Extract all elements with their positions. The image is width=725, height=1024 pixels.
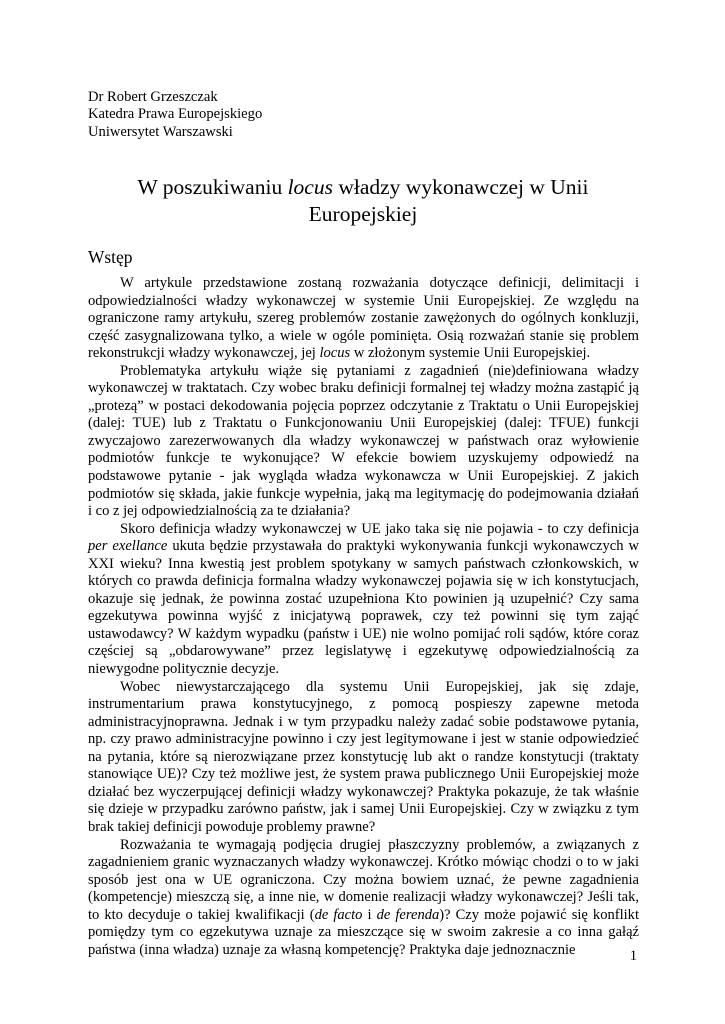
paragraph-2: Problematyka artykułu wiąże się pytaniami z zagadnień (nie)definiowana władzy wykonawczej w traktatach. Czy wobec braku definicji formalnej tej władzy można zastąpić ją „protezą” w postaci dekodowania pojęcia poprzez odczytanie z Traktatu o Unii Europejskiej (dalej: TUE) lub z Traktatu o Funkcjonowaniu Unii Europejskiej (dalej: TFUE) funkcji zwyczajowo zarezerwowanych dla władzy wykonawczej w państwach oraz wyłowienie podmiotów funkcje te wykonujące? W efekcie bowiem uzyskujemy odpowiedź na podstawowe pytanie - jak wygląda władza wykonawcza w Unii Europejskiej. Z jakich podmiotów się składa, jakie funkcje wypełnia, jaką ma legitymację do podejmowania działań i co z jej odpowiedzialnością za te działania?: [88, 362, 639, 520]
paragraph-5-italic-1: de facto: [314, 906, 363, 923]
title-italic-locus: locus: [287, 175, 333, 199]
paragraph-3-italic: per exellance: [88, 538, 168, 555]
paragraph-1-italic: locus: [319, 345, 351, 362]
paragraph-5: [88, 837, 639, 960]
paragraph-1-text-b: w złożonym systemie Unii Europejskiej.: [350, 345, 591, 362]
section-heading: Wstęp: [88, 247, 133, 267]
title-text-after: władzy wykonawczej w Unii Europejskiej: [308, 175, 589, 226]
paragraph-3-text-b: ukuta będzie przystawała do praktyki wykonywania funkcji wykonawczych w XXI wieku? Inna kwestią jest problem spotykany w samych państwach członkowskich, w których co prawda definicja formalna władzy wykonawczej pojawia się w ich konstytucjach, okazuje się jednak, że powinna zostać uzupełniona Kto powinien ją uzupełnić? Czy sama egzekutywa powinna wyjść z inicjatywą poprawek, czy też powinni się tym zająć ustawodawcy? W każdym wypadku (państw i UE) nie wolno pomijać roli sądów, które coraz częściej są „obdarowywane” przez legislatywę i egzekutywę odpowiedzialnością za niewygodne politycznie decyzje.: [88, 538, 639, 678]
paragraph-3-text-a: Skoro definicja władzy wykonawczej w UE jako taka się nie pojawia - to czy definicja: [120, 520, 639, 537]
author-department: Katedra Prawa Europejskiego: [88, 106, 263, 123]
author-university: Uniwersytet Warszawski: [88, 123, 233, 140]
paragraph-5-text-a: Rozważania te wymagają podjęcia drugiej płaszczyzny problemów, a związanych z zagadnieniem granic wyznaczanych władzy wykonawczej. Krótko mówiąc chodzi o to w jaki sposób jest ona w UE ograniczona. Czy można bowiem uznać, że pewne zagadnienia (kompetencje) mieszczą się, a inne nie, w domenie realizacji władzy wykonawczej? Jeśli tak, to kto decyduje o takiej kwalifikacji (: [88, 836, 639, 923]
title-text-before: W poszukiwaniu: [137, 175, 288, 199]
paragraph-4: Wobec niewystarczającego dla systemu Unii Europejskiej, jak się zdaje, instrumentarium prawa konstytucyjnego, z pomocą pospieszy zapewne metoda administracyjnoprawna. Jednak i w tym przypadku należy zadać sobie podstawowe pytania, np. czy prawo administracyjne powinno i czy jest legitymowane i jest w stanie odpowiedzieć na pytania, które są nierozwiązane przez konstytucję lub akt o randze konstytucji (traktaty stanowiące UE)? Czy też możliwe jest, że system prawa publicznego Unii Europejskiej może działać bez wyczerpującej definicji władzy wykonawczej? Praktyka pokazuje, że tak właśnie się dzieje w przypadku zarówno państw, jak i samej Unii Europejskiej. Czy w związku z tym brak takiej definicji powoduje problemy prawne?: [88, 678, 639, 835]
paragraph-1: [88, 275, 639, 363]
paragraph-5-text-b: )? Czy może pojawić się konflikt pomiędzy tym co egzekutywa uznaje za mieszczące się w swoim zakresie a co inna gałąź państwa (inna władza) uznaje za własną kompetencję? Praktyka daje jednoznacznie: [88, 906, 639, 958]
paragraph-5-italic-2: de ferenda: [376, 906, 440, 923]
paragraph-3: [88, 521, 639, 679]
paragraph-1-text-a: W artykule przedstawione zostaną rozważania dotyczące definicji, delimitacji i odpowiedzialności władzy wykonawczej w systemie Unii Europejskiej. Ze względu na ograniczone ramy artykułu, szereg problemów zostanie zawężonych do ogólnych konkluzji, część zasygnalizowana tylko, a wiele w ogóle pominięta. Osią rozważań stanie się problem rekonstrukcji władzy wykonawczej, jej: [88, 275, 639, 362]
paragraph-5-text-m: i: [362, 906, 377, 923]
page-title: [88, 174, 638, 227]
author-name: Dr Robert Grzeszczak: [88, 89, 218, 105]
author-block: [88, 89, 262, 141]
body-text: [88, 275, 639, 959]
page-number: 1: [629, 948, 637, 964]
